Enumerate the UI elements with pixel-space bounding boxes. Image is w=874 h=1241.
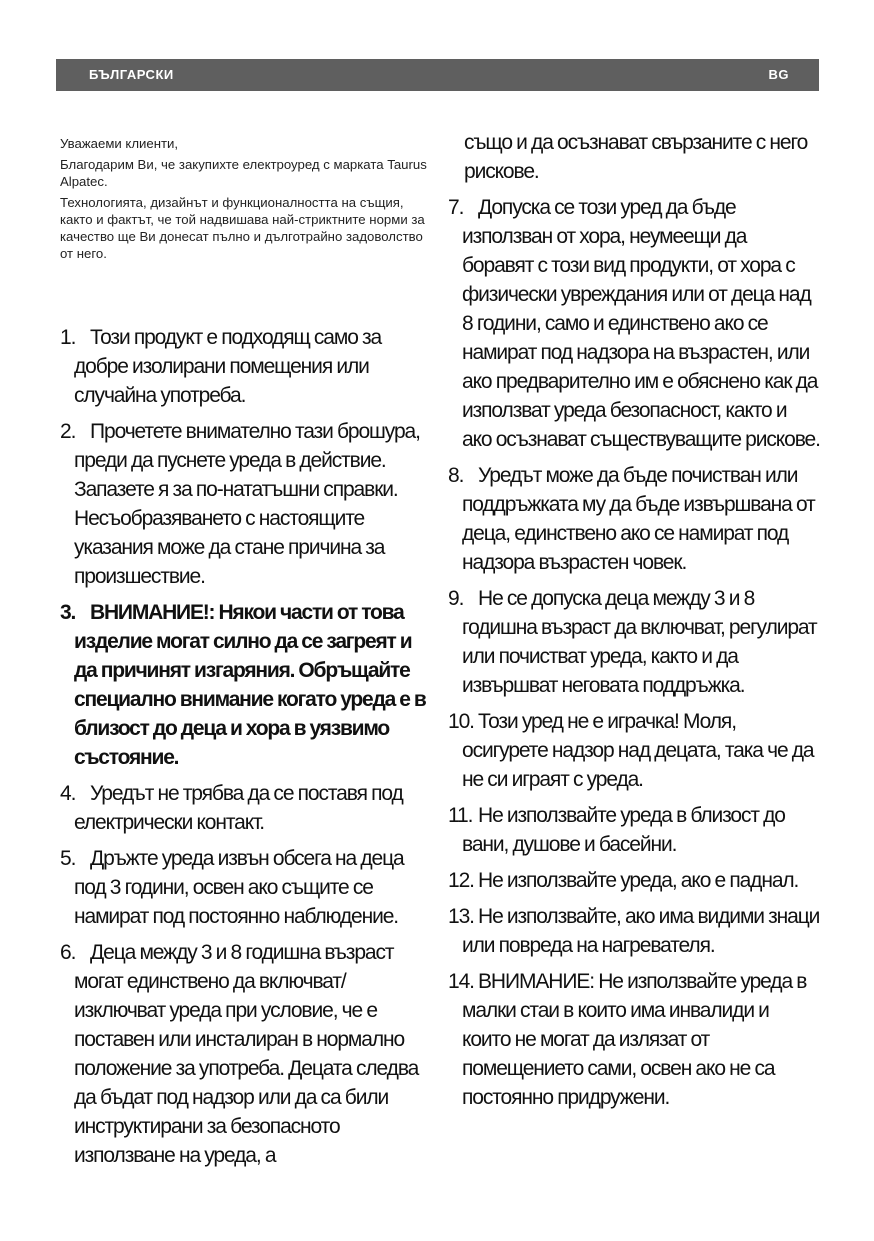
item-number: 9. [448,587,464,610]
list-item [60,323,432,410]
list-item [448,193,820,454]
list-item [60,938,432,1170]
header-language: БЪЛГАРСКИ [89,67,174,82]
item-number: 14. [448,970,474,993]
intro-thanks: Благодарим Ви, че закупихте електроуред с марката Taurus Alpatec. [60,157,427,189]
item-text: Този продукт е подходящ само за добре изолирани помещения или случайна употреба. [74,326,382,407]
item-text: Този уред не е играчка! Моля, осигурете надзор над децата, така че да не си играят с уреда. [462,710,814,791]
list-item [448,461,820,577]
list-item [60,844,432,931]
item-number: 11. [448,804,473,827]
item-text: Не използвайте уреда в близост до вани, душове и басейни. [462,804,785,856]
list-item-warning [60,598,432,772]
right-column [448,128,820,1119]
list-item [448,584,820,700]
intro-greeting: Уважаеми клиенти, [60,136,179,151]
item-text: Не използвайте уреда, ако е паднал. [478,869,799,892]
item-text: Деца между 3 и 8 годишна възраст могат единствено да включват/изключват уреда при условие, че е поставен или инсталиран в нормално положение за употреба. Децата следва да бъдат под надзор или да са били инструктирани за безопасното използване на уреда, а [74,941,419,1167]
header-language-code: BG [768,67,789,82]
intro-block [60,135,430,266]
item-number: 6. [60,941,76,964]
list-item-continuation: също и да осъзнават свързаните с него рискове. [464,131,808,183]
item-text: Допуска се този уред да бъде използван от хора, неумеещи да боравят с този вид продукти, от хора с физически увреждания или от деца над 8 години, само и единствено ако се намират под надзора на възрастен, или ако предварително им е обяснено как да използват уреда безопасност, както и ако осъзнават съществуващите рискове. [462,196,820,451]
list-item [448,967,820,1112]
item-number: 5. [60,847,76,870]
item-number: 4. [60,782,76,805]
item-text: Уредът може да бъде почистван или поддръжката му да бъде извършвана от деца, единствено ако се намират под надзора възрастен човек. [462,464,815,574]
item-number: 2. [60,420,76,443]
item-text: Уредът не трябва да се поставя под електрически контакт. [74,782,403,834]
item-number: 1. [60,326,76,349]
item-text: Не използвайте, ако има видими знаци или повреда на нагревателя. [462,905,820,957]
list-item [448,902,820,960]
list-item [448,866,820,895]
item-number: 8. [448,464,464,487]
item-number: 12. [448,869,474,892]
item-text: ВНИМАНИЕ!: Някои части от това изделие могат силно да се загреят и да причинят изгаряния. Обръщайте специално внимание когато уреда е в близост до деца и хора в уязвимо състояние. [74,601,426,769]
left-column [60,323,432,1177]
item-text: Дръжте уреда извън обсега на деца под 3 години, освен ако същите се намират под постоянно наблюдение. [74,847,404,928]
page-header-bar [56,59,819,91]
item-number: 7. [448,196,464,219]
item-text: ВНИМАНИЕ: Не използвайте уреда в малки стаи в които има инвалиди и които не могат да излязат от помещението сами, освен ако не са постоянно придружени. [462,970,807,1109]
item-text: Не се допуска деца между 3 и 8 годишна възраст да включват, регулират или почистват уреда, както и да извършват неговата поддръжка. [462,587,817,697]
list-item [448,801,820,859]
item-number: 10. [448,710,474,733]
list-item [60,417,432,591]
item-text: Прочетете внимателно тази брошура, преди да пуснете уреда в действие. Запазете я за по-нататъшни справки. Несъобразяването с настоящите указания може да стане причина за произшествие. [74,420,420,588]
list-item [60,779,432,837]
intro-technology: Технологията, дизайнът и функционалността на същия, както и фактът, че той надвишава най-стриктните норми за качество ще Ви донесат пълно и дълготрайно задоволство от него. [60,195,425,261]
item-number: 13. [448,905,474,928]
item-number: 3. [60,601,76,624]
list-item [448,707,820,794]
